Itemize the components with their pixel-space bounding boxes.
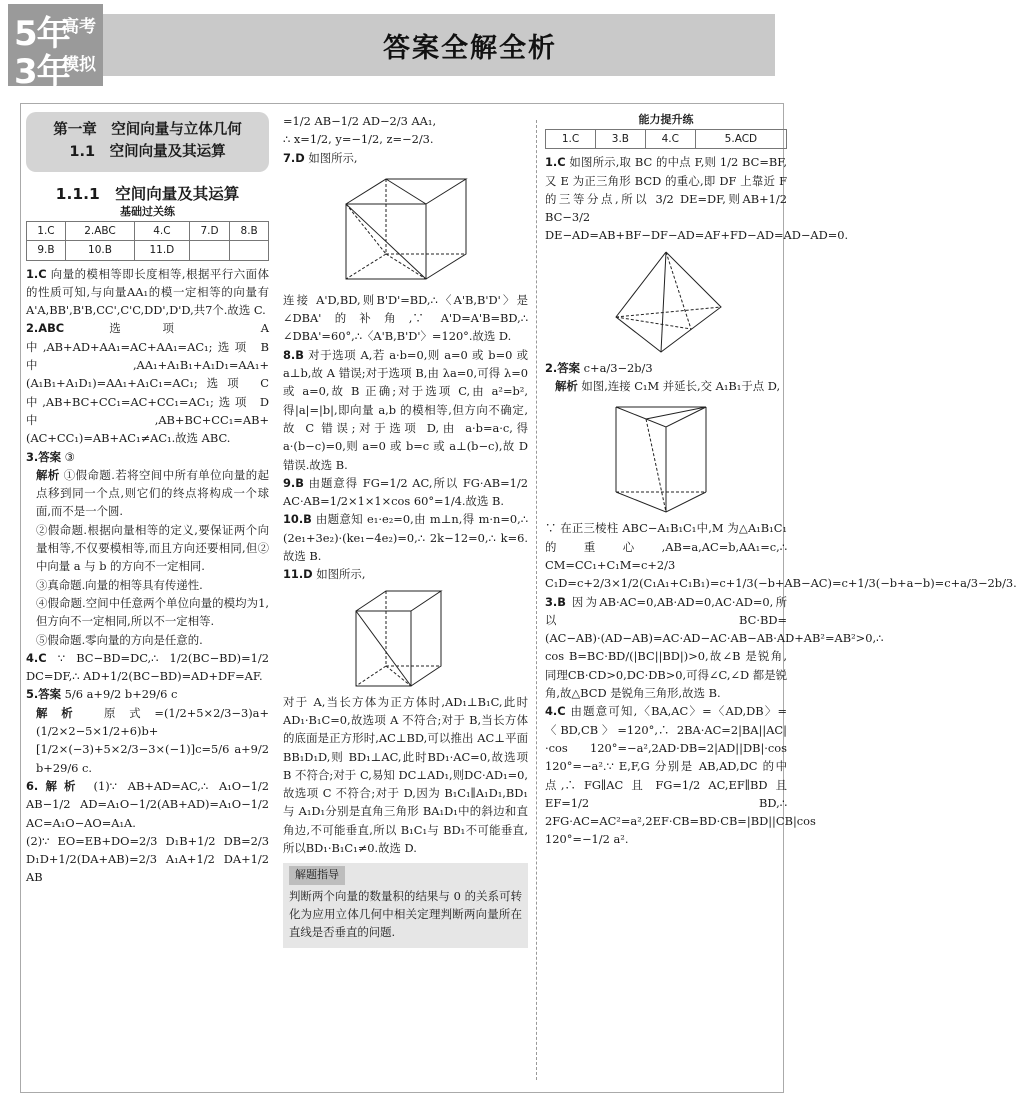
- answer-cell: 5.ACD: [695, 130, 786, 149]
- solution-paragraph: 9.B 由题意得 FG=1/2 AC,所以 FG·AB=1/2 AC·AB=1/2×1×1×cos 60°=1/4.故选 B.: [283, 475, 528, 509]
- answer-row: [546, 130, 787, 149]
- solution-paragraph: 3.B 因为AB·AC=0,AB·AD=0,AC·AD=0,所以BC·BD=(AC−AB)·(AD−AB)=AC·AD−AC·AB−AB·AD+AB²=AB²>0,∴ cos B=BC·BD/(|BC||BD|)>0,故∠B 是锐角,同理CB·CD>0,DC·DB>0,可得∠C,∠D 都是锐角,故△BCD 是锐角三角形,故选 B.: [545, 594, 884, 701]
- logo-line2: 3年: [14, 52, 70, 92]
- solution-paragraph: ∴ x=1/2, y=−1/2, z=−2/3.: [283, 132, 434, 147]
- answer-cell: 1.C: [27, 222, 66, 241]
- solution-paragraph: 6.解析 (1)∵ AB+AD=AC,∴ A₁O−1/2 AB−1/2 AD=A₁O−1/2(AB+AD)=A₁O−1/2 AC=A₁O−AO=A₁A.: [26, 778, 269, 830]
- section-title: 1.1 空间向量及其运算: [69, 144, 226, 160]
- logo-line1-small: 高考: [62, 17, 96, 37]
- solution-paragraph: 8.B 对于选项 A,若 a·b=0,则 a=0 或 b=0 或 a⊥b,故 A 错误;对于选项 B,由 λa=0,可得 λ=0 或 a=0,故 B 正确;对于选项 C,由 a²=b²,得|a|=|b|,即向量 a,b 的模相等,但方向不确定,故 C 错误;对于选项 D,由 a·b=a·c,得 a·(b−c)=0,则 a=0 或 b=c 或 a⊥(b−c),故 D 错误.故选 B.: [283, 347, 528, 472]
- answer-cell: 1.C: [546, 130, 596, 149]
- chapter-heading: [26, 112, 269, 172]
- solution-paragraph: =1/2 AB−1/2 AD−2/3 AA₁,: [283, 114, 437, 128]
- answer-row: [27, 222, 269, 241]
- cube-figure: [331, 169, 481, 289]
- solution-paragraph: 1.C 向量的模相等即长度相等,根据平行六面体的性质可知,与向量AA₁的模一定相等的向量有A'A,BB',B'B,CC',C'C,DD',D'D,共7个.故选 C.: [26, 266, 269, 318]
- prism-figure: [606, 397, 726, 517]
- column-divider: [536, 120, 537, 1080]
- answer-cell: 10.B: [65, 241, 134, 260]
- answer-cell: [189, 241, 230, 260]
- guide-text: 判断两个向量的数量积的结果与 0 的关系可转化为应用立体几何中相关定理判断两向量所在直线是否垂直的问题.: [289, 888, 522, 940]
- solution-paragraph: 1.C 如图所示,取 BC 的中点 F,则 1/2 BC=BF,又 E 为正三角形 BCD 的重心,即 DF 上靠近 F 的三等分点,所以 3/2 DE=DF,则AB+1/2 BC−3/2 DE−AD=AB+BF−DF−AD=AF+FD−AD=AD−AD=0.: [545, 155, 849, 243]
- column-left: [26, 112, 269, 887]
- answer-cell: 8.B: [230, 222, 269, 241]
- solution-paragraph: (2)∵ EO=EB+DO=2/3 D₁B+1/2 DB=2/3 D₁D+1/2(DA+AB)=2/3 A₁A+1/2 DA+1/2 AB: [26, 833, 269, 885]
- solution-paragraph: 解析 如图,连接 C₁M 并延长,交 A₁B₁于点 D,: [555, 379, 781, 394]
- solution-paragraph: 对于 A,当长方体为正方体时,AD₁⊥B₁C,此时AD₁·B₁C=0,故选项 A 不符合;对于 B,当长方体的底面是正方形时,AC⊥BD,可以推出 AC⊥平面 BB₁D₁D,则 BD₁⊥AC,此时BD₁·AC=0,故选项 B 不符合;对于 C,易知 DC⊥AD₁,则DC·AD₁=0,故选项 C 不符合;对于 D,因为 B₁C₁∥A₁D₁,BD₁与 A₁D₁分别是直角三角形 BA₁D₁中的斜边和直角边,不可能垂直,所以 B₁C₁与 BD₁不可能垂直,所以BD₁·B₁C₁≠0.故选 D.: [283, 694, 528, 856]
- solution-paragraph: ④假命题.空间中任意两个单位向量的模均为1,但方向不一定相同,所以不一定相等.: [36, 595, 269, 629]
- chapter-title: 第一章 空间向量与立体几何: [53, 122, 242, 138]
- solution-paragraph: ∵ 在正三棱柱 ABC−A₁B₁C₁中,M 为△A₁B₁C₁的重心,AB=a,AC=b,AA₁=c,∴ CM=CC₁+C₁M=c+2/3 C₁D=c+2/3×1/2(C₁A₁+C₁B₁)=c+1/3(−b+AB−AC)=c+1/3(−b+a−b)=c+a/3−2b/3.: [545, 521, 1017, 591]
- table-title: 能力提升练: [638, 113, 694, 126]
- solution-paragraph: 连接 A'D,BD,则B'D'=BD,∴〈A'B,B'D'〉是∠DBA'的补角,∵ A'D=A'B=BD,∴ ∠DBA'=60°,∴〈A'B,B'D'〉=120°.故选 D.: [283, 292, 528, 344]
- answer-cell: 4.C: [645, 130, 695, 149]
- solution-paragraph: 7.D 如图所示,: [283, 150, 358, 165]
- solution-paragraph: 解析 原式=(1/2+5×2/3−3)a+(1/2×2−5×1/2+6)b+[1/2×(−3)+5×2/3−3×(−1)]c=5/6 a+9/2 b+29/6 c.: [36, 705, 269, 775]
- answer-table: [545, 129, 787, 149]
- solution-paragraph: 4.C 由题意可知,〈BA,AC〉=〈AD,DB〉=〈BD,CB〉=120°,∴ 2BA·AC=2|BA||AC|·cos 120°=−a²,2AD·DB=2|AD||DB|·cos 120°=−a².∵ E,F,G 分别是 AB,AD,DC 的中点,∴ FG∥AC 且 FG=1/2 AC,EF∥BD 且 EF=1/2 BD,∴ 2FG·AC=AC²=a²,2EF·CB=BD·CB=|BD||CB|cos 120°=−1/2 a².: [545, 704, 816, 847]
- solution-paragraph: 2.ABC 选项 A 中,AB+AD+AA₁=AC+AA₁=AC₁;选项 B 中,AA₁+A₁B₁+A₁D₁=AA₁+(A₁B₁+A₁D₁)=AA₁+A₁C₁=AC₁;选项 C 中,AB+BC+CC₁=AC+CC₁=AC₁;选项 D 中,AB+BC+CC₁=AB+(AC+CC₁)=AB+AC₁≠AC₁.故选 ABC.: [26, 321, 269, 446]
- logo-line2-small: 模拟: [62, 55, 96, 75]
- table-title: 基础过关练: [120, 205, 175, 218]
- answer-cell: 2.ABC: [65, 222, 134, 241]
- solution-guide: [283, 863, 528, 947]
- logo-line1: 5年: [14, 14, 70, 54]
- answer-cell: 3.B: [596, 130, 646, 149]
- tetrahedron-figure: [606, 247, 726, 357]
- page-header: [0, 0, 800, 92]
- logo: [8, 4, 103, 92]
- subsection-title: 1.1.1 空间向量及其运算: [55, 185, 240, 203]
- cuboid-figure: [341, 586, 471, 691]
- solution-paragraph: 10.B 由题意知 e₁·e₂=0,由 m⊥n,得 m·n=0,∴ (2e₁+3e₂)·(ke₁−4e₂)=0,∴ 2k−12=0,∴ k=6.故选 B.: [283, 512, 528, 564]
- solution-paragraph: 2.答案 c+a/3−2b/3: [545, 360, 653, 375]
- answer-table: [26, 221, 269, 261]
- solution-paragraph: ③真命题.向量的相等具有传递性.: [36, 577, 203, 592]
- column-middle: [283, 112, 528, 948]
- answer-cell: 7.D: [189, 222, 230, 241]
- answer-cell: 9.B: [27, 241, 66, 260]
- answer-cell: 4.C: [135, 222, 190, 241]
- answer-cell: 11.D: [135, 241, 190, 260]
- solution-paragraph: 5.答案 5/6 a+9/2 b+29/6 c: [26, 687, 178, 702]
- solution-paragraph: 11.D 如图所示,: [283, 567, 366, 582]
- page-title: 答案全解全析: [383, 33, 557, 64]
- solution-paragraph: 4.C ∵ BC−BD=DC,∴ 1/2(BC−BD)=1/2 DC=DF,∴ AD+1/2(BC−BD)=AD+DF=AF.: [26, 650, 269, 684]
- guide-title: 解题指导: [289, 866, 345, 884]
- column-right: [545, 112, 1017, 849]
- solution-paragraph: ⑤假命题.零向量的方向是任意的.: [36, 632, 203, 647]
- solution-paragraph: ②假命题.根据向量相等的定义,要保证两个向量相等,不仅要模相等,而且方向还要相同,但②中向量 a 与 b 的方向不一定相同.: [36, 522, 269, 574]
- solution-paragraph: 解析 ①假命题.若将空间中所有单位向量的起点移到同一个点,则它们的终点将构成一个球面,而不是一个圆.: [36, 467, 269, 519]
- solution-paragraph: 3.答案 ③: [26, 449, 75, 464]
- answer-row: [27, 241, 269, 260]
- answer-cell: [230, 241, 269, 260]
